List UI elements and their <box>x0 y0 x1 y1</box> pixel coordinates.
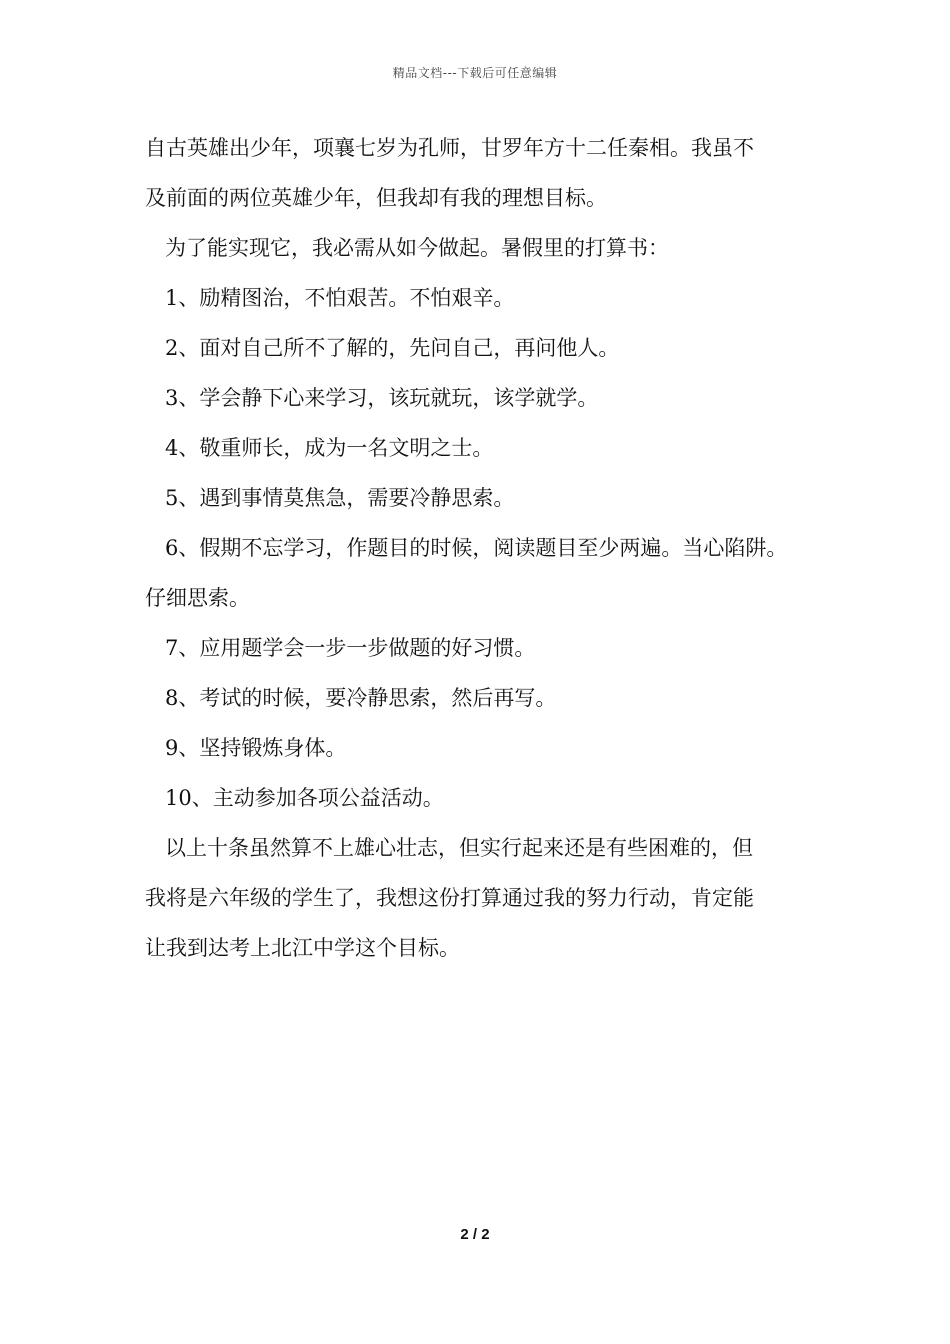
list-item: 2、面对自己所不了解的，先问自己，再问他人。 <box>165 336 620 360</box>
body-line: 及前面的两位英雄少年，但我却有我的理想目标。 <box>145 186 607 210</box>
body-line: 自古英雄出少年，项襄七岁为孔师，甘罗年方十二任秦相。我虽不 <box>145 136 754 160</box>
page-number: 2 / 2 <box>460 1226 490 1243</box>
list-item: 7、应用题学会一步一步做题的好习惯。 <box>165 636 536 660</box>
list-item: 9、坚持锻炼身体。 <box>165 736 347 760</box>
page-header: 精品文档---下载后可任意编辑 <box>392 66 558 80</box>
list-item: 4、敬重师长，成为一名文明之士。 <box>165 436 494 460</box>
list-item-continuation: 仔细思索。 <box>145 586 250 610</box>
body-line: 我将是六年级的学生了，我想这份打算通过我的努力行动，肯定能 <box>145 886 754 910</box>
list-item: 3、学会静下心来学习，该玩就玩，该学就学。 <box>165 386 599 410</box>
body-line: 为了能实现它，我必需从如今做起。暑假里的打算书： <box>165 236 669 260</box>
list-item: 6、假期不忘学习，作题目的时候，阅读题目至少两遍。当心陷阱。 <box>165 536 788 560</box>
list-item: 10、主动参加各项公益活动。 <box>165 786 444 810</box>
body-line: 以上十条虽然算不上雄心壮志，但实行起来还是有些困难的，但 <box>165 836 753 860</box>
list-item: 8、考试的时候，要冷静思索，然后再写。 <box>165 686 557 710</box>
list-item: 5、遇到事情莫焦急，需要冷静思索。 <box>165 486 515 510</box>
document-body <box>145 128 825 978</box>
list-item: 1、励精图治，不怕艰苦。不怕艰辛。 <box>165 286 515 310</box>
body-line: 让我到达考上北江中学这个目标。 <box>145 936 460 960</box>
